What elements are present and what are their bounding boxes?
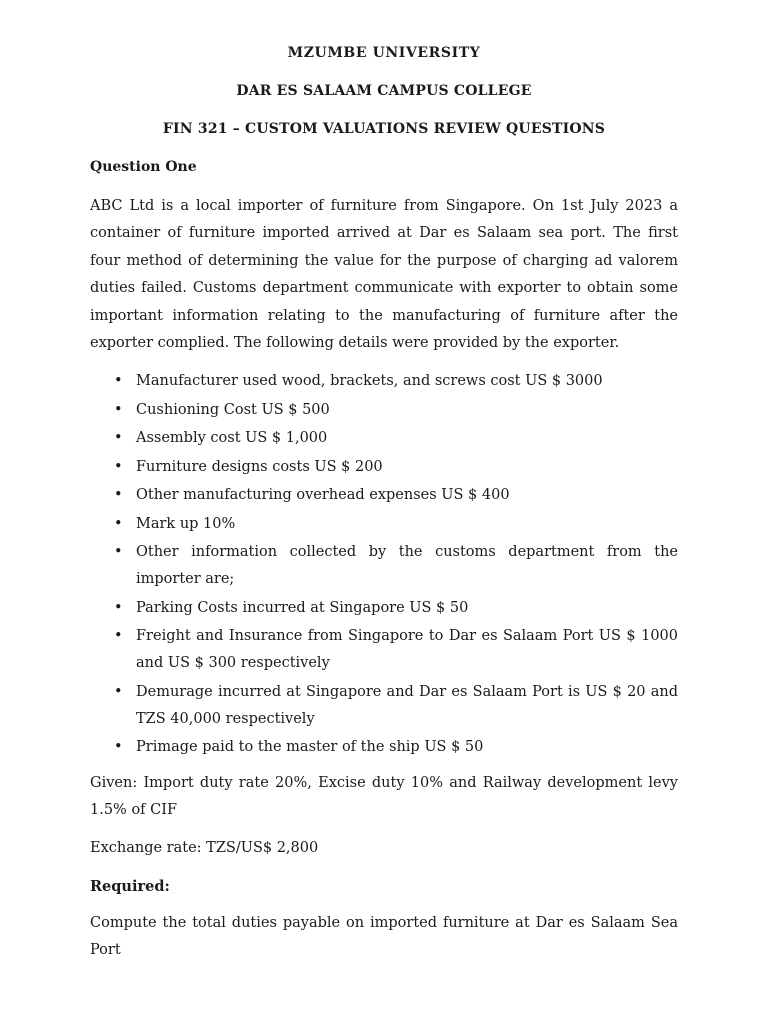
list-item	[90, 368, 678, 395]
list-item-text: Other information collected by the customs department from the importer are;	[136, 544, 678, 587]
question-intro: ABC Ltd is a local importer of furniture from Singapore. On 1st July 2023 a container of furniture imported arrived at Dar es Salaam sea port. The first four method of determining the value for the purpose of charging ad valorem duties failed. Customs department communicate with exporter to obtain some important information relating to the manufacturing of furniture after the exporter complied. The following details were provided by the exporter.	[90, 198, 678, 352]
list-item-text: Freight and Insurance from Singapore to Dar es Salaam Port US $ 1000 and US $ 300 respectively	[136, 628, 678, 671]
list-item	[90, 482, 678, 509]
bullet-icon: •	[114, 373, 123, 389]
university-title: MZUMBE UNIVERSITY	[287, 45, 481, 61]
list-item	[90, 454, 678, 481]
list-item	[90, 734, 678, 761]
list-item	[90, 511, 678, 538]
list-item	[90, 425, 678, 452]
campus-title: DAR ES SALAAM CAMPUS COLLEGE	[236, 83, 532, 99]
list-item-text: Mark up 10%	[136, 515, 236, 532]
bullet-icon: •	[114, 487, 123, 503]
list-item	[90, 623, 678, 677]
bullet-icon: •	[114, 544, 123, 560]
bullet-icon: •	[114, 739, 123, 755]
list-item-text: Assembly cost US $ 1,000	[136, 430, 328, 446]
bullet-icon: •	[114, 599, 123, 616]
bullet-icon: •	[114, 683, 123, 700]
course-title: FIN 321 – CUSTOM VALUATIONS REVIEW QUESTIONS	[162, 121, 606, 137]
bullet-icon: •	[114, 515, 123, 532]
exchange-rate: Exchange rate: TZS/US$ 2,800	[90, 840, 319, 856]
list-item-text: Manufacturer used wood, brackets, and screws cost US $ 3000	[136, 373, 603, 389]
list-item-text: Primage paid to the master of the ship US $ 50	[136, 739, 484, 755]
details-list	[90, 368, 678, 763]
list-item	[90, 595, 678, 622]
bullet-icon: •	[114, 430, 123, 446]
required-text: Compute the total duties payable on imported furniture at Dar es Salaam Sea Port	[90, 915, 678, 959]
given-rates: Given: Import duty rate 20%, Excise duty 10% and Railway development levy 1.5% of CIF	[90, 775, 678, 819]
question-title: Question One	[90, 159, 197, 175]
bullet-icon: •	[114, 401, 123, 418]
list-item	[90, 679, 678, 733]
bullet-icon: •	[114, 628, 123, 644]
list-item	[90, 397, 678, 424]
list-item-text: Demurage incurred at Singapore and Dar es Salaam Port is US $ 20 and TZS 40,000 respectively	[136, 683, 678, 727]
list-item-text: Parking Costs incurred at Singapore US $ 50	[136, 599, 469, 616]
required-label: Required:	[90, 878, 170, 895]
list-item	[90, 539, 678, 593]
list-item-text: Cushioning Cost US $ 500	[136, 401, 330, 418]
list-item-text: Furniture designs costs US $ 200	[136, 458, 383, 475]
bullet-icon: •	[114, 458, 123, 475]
list-item-text: Other manufacturing overhead expenses US $ 400	[136, 487, 510, 503]
